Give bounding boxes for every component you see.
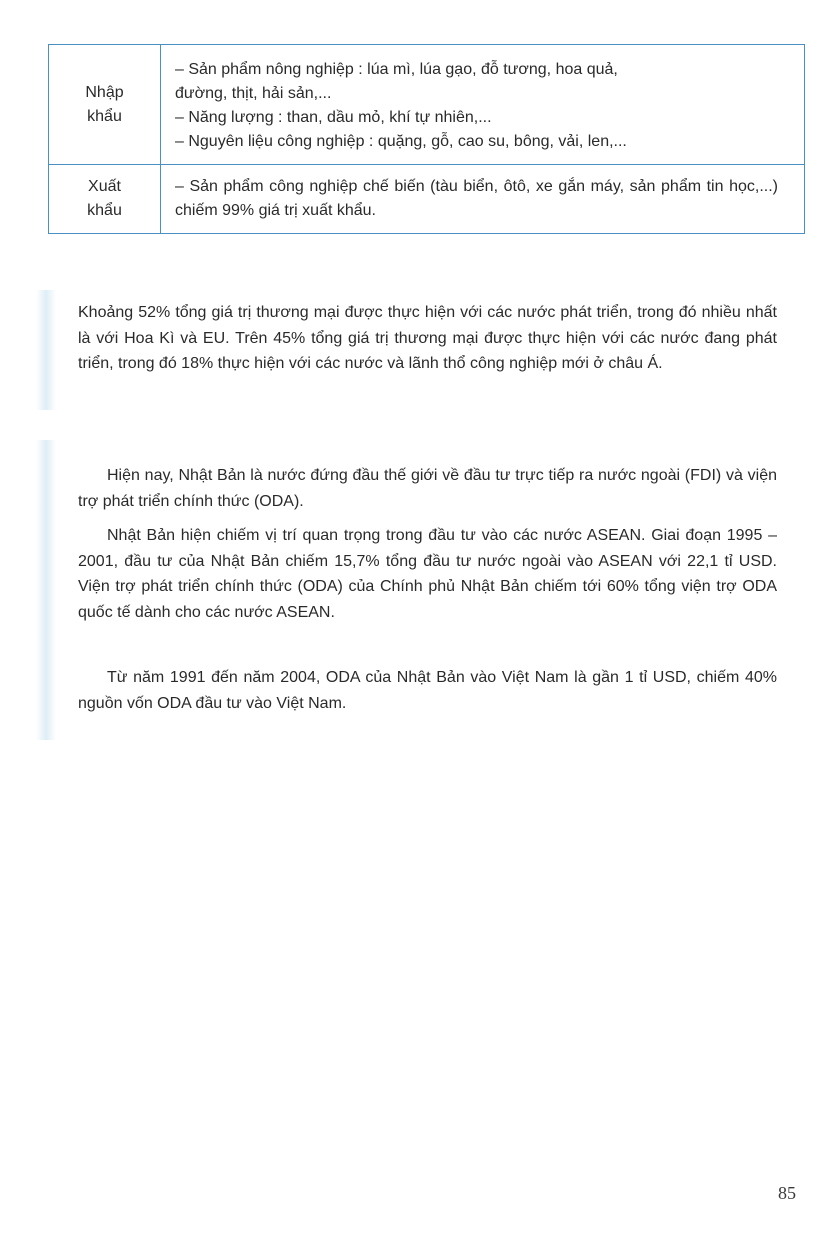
import-item-agriculture: – Sản phẩm nông nghiệp : lúa mì, lúa gạo, đỗ tương, hoa quả,: [175, 61, 618, 78]
export-content: – Sản phẩm công nghiệp chế biến (tàu biển, ôtô, xe gắn máy, sản phẩm tin học,...) chiếm 99% giá trị xuất khẩu.: [161, 165, 805, 234]
import-content: [161, 45, 805, 165]
import-item-agriculture-cont: đường, thịt, hải sản,...: [175, 85, 332, 102]
trade-table: [48, 44, 805, 234]
margin-shade: [36, 440, 56, 740]
export-label-line: khẩu: [87, 202, 122, 219]
import-label-line: Nhập: [85, 83, 124, 101]
import-item-energy: – Năng lượng : than, dầu mỏ, khí tự nhiên,...: [175, 109, 492, 126]
import-label: [49, 45, 161, 165]
import-item-raw-materials: – Nguyên liệu công nghiệp : quặng, gỗ, cao su, bông, vải, len,...: [175, 133, 627, 150]
paragraph-asean-investment: Nhật Bản hiện chiếm vị trí quan trọng trong đầu tư vào các nước ASEAN. Giai đoạn 1995 – 2001, đầu tư của Nhật Bản chiếm 15,7% tổng đầu tư nước ngoài vào ASEAN với 22,1 tỉ USD. Viện trợ phát triển chính thức (ODA) của Chính phủ Nhật Bản chiếm tới 60% tổng viện trợ ODA quốc tế dành cho các nước ASEAN.: [78, 527, 777, 621]
paragraph-trade-partners: Khoảng 52% tổng giá trị thương mại được thực hiện với các nước phát triển, trong đó nhiều nhất là với Hoa Kì và EU. Trên 45% tổng giá trị thương mại được thực hiện với các nước đang phát triển, trong đó 18% thực hiện với các nước và lãnh thổ công nghiệp mới ở châu Á.: [78, 304, 777, 372]
import-label-line: khẩu: [87, 107, 122, 125]
table-row-export: [49, 165, 805, 234]
export-label: [49, 165, 161, 234]
paragraph-vietnam-oda: Từ năm 1991 đến năm 2004, ODA của Nhật Bản vào Việt Nam là gần 1 tỉ USD, chiếm 40% nguồn vốn ODA đầu tư vào Việt Nam.: [78, 669, 777, 712]
margin-shade: [36, 290, 56, 410]
page-number: 85: [778, 1183, 796, 1203]
table-row-import: [49, 45, 805, 165]
export-label-line: Xuất: [88, 178, 121, 195]
paragraph-fdi-oda: Hiện nay, Nhật Bản là nước đứng đầu thế giới về đầu tư trực tiếp ra nước ngoài (FDI) và viện trợ phát triển chính thức (ODA).: [78, 467, 777, 510]
